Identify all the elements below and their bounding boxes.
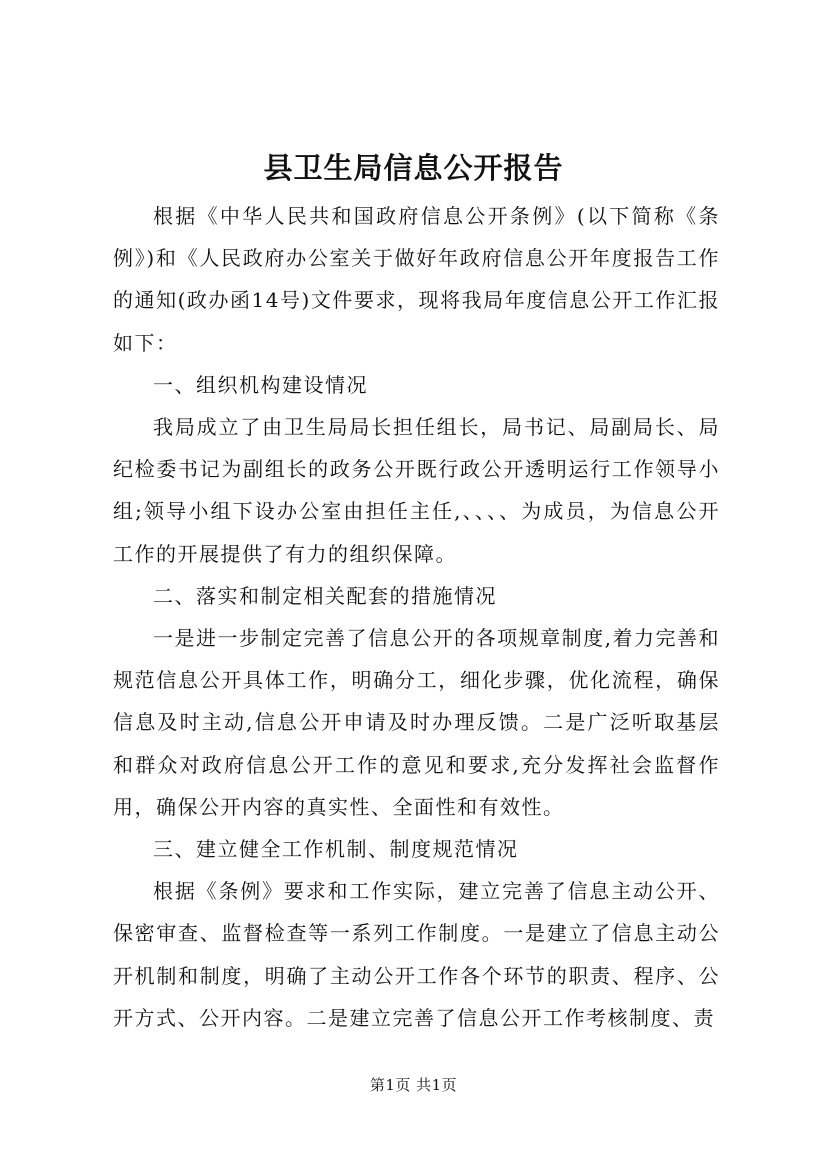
document-title: 县卫生局信息公开报告: [263, 151, 564, 185]
measures-paragraph: 一是进一步制定完善了信息公开的各项规章制度,着力完善和规范信息公开具体工作，明确分工，细化步骤，优化流程，确保信息及时主动,信息公开申请及时办理反馈。二是广泛听取基层和群众对政府信息公开工作的意见和要求,充分发挥社会监督作用，确保公开内容的真实性、全面性和有效性。: [113, 626, 720, 819]
section-heading-mechanism: 三、建立健全工作机制、制度规范情况: [153, 837, 519, 862]
section-heading-organization: 一、组织机构建设情况: [153, 372, 368, 397]
intro-paragraph: 根据《中华人民共和国政府信息公开条例》(以下简称《条例》)和《人民政府办公室关于做好年政府信息公开年度报告工作的通知(政办函14号)文件要求，现将我局年度信息公开工作汇报如下：: [113, 204, 720, 355]
organization-paragraph: 我局成立了由卫生局局长担任组长，局书记、局副局长、局纪检委书记为副组长的政务公开既行政公开透明运行工作领导小组;领导小组下设办公室由担任主任,、、、、为成员，为信息公开工作的开展提供了有力的组织保障。: [113, 415, 720, 566]
section-heading-measures: 二、落实和制定相关配套的措施情况: [153, 583, 497, 608]
page-number-footer: 第1页 共1页: [369, 1076, 458, 1094]
document-body: [113, 195, 720, 1039]
mechanism-paragraph: 根据《条例》要求和工作实际，建立完善了信息主动公开、保密审查、监督检查等一系列工作制度。一是建立了信息主动公开机制和制度，明确了主动公开工作各个环节的职责、程序、公开方式、公开内容。二是建立完善了信息公开工作考核制度、责: [113, 879, 720, 1030]
